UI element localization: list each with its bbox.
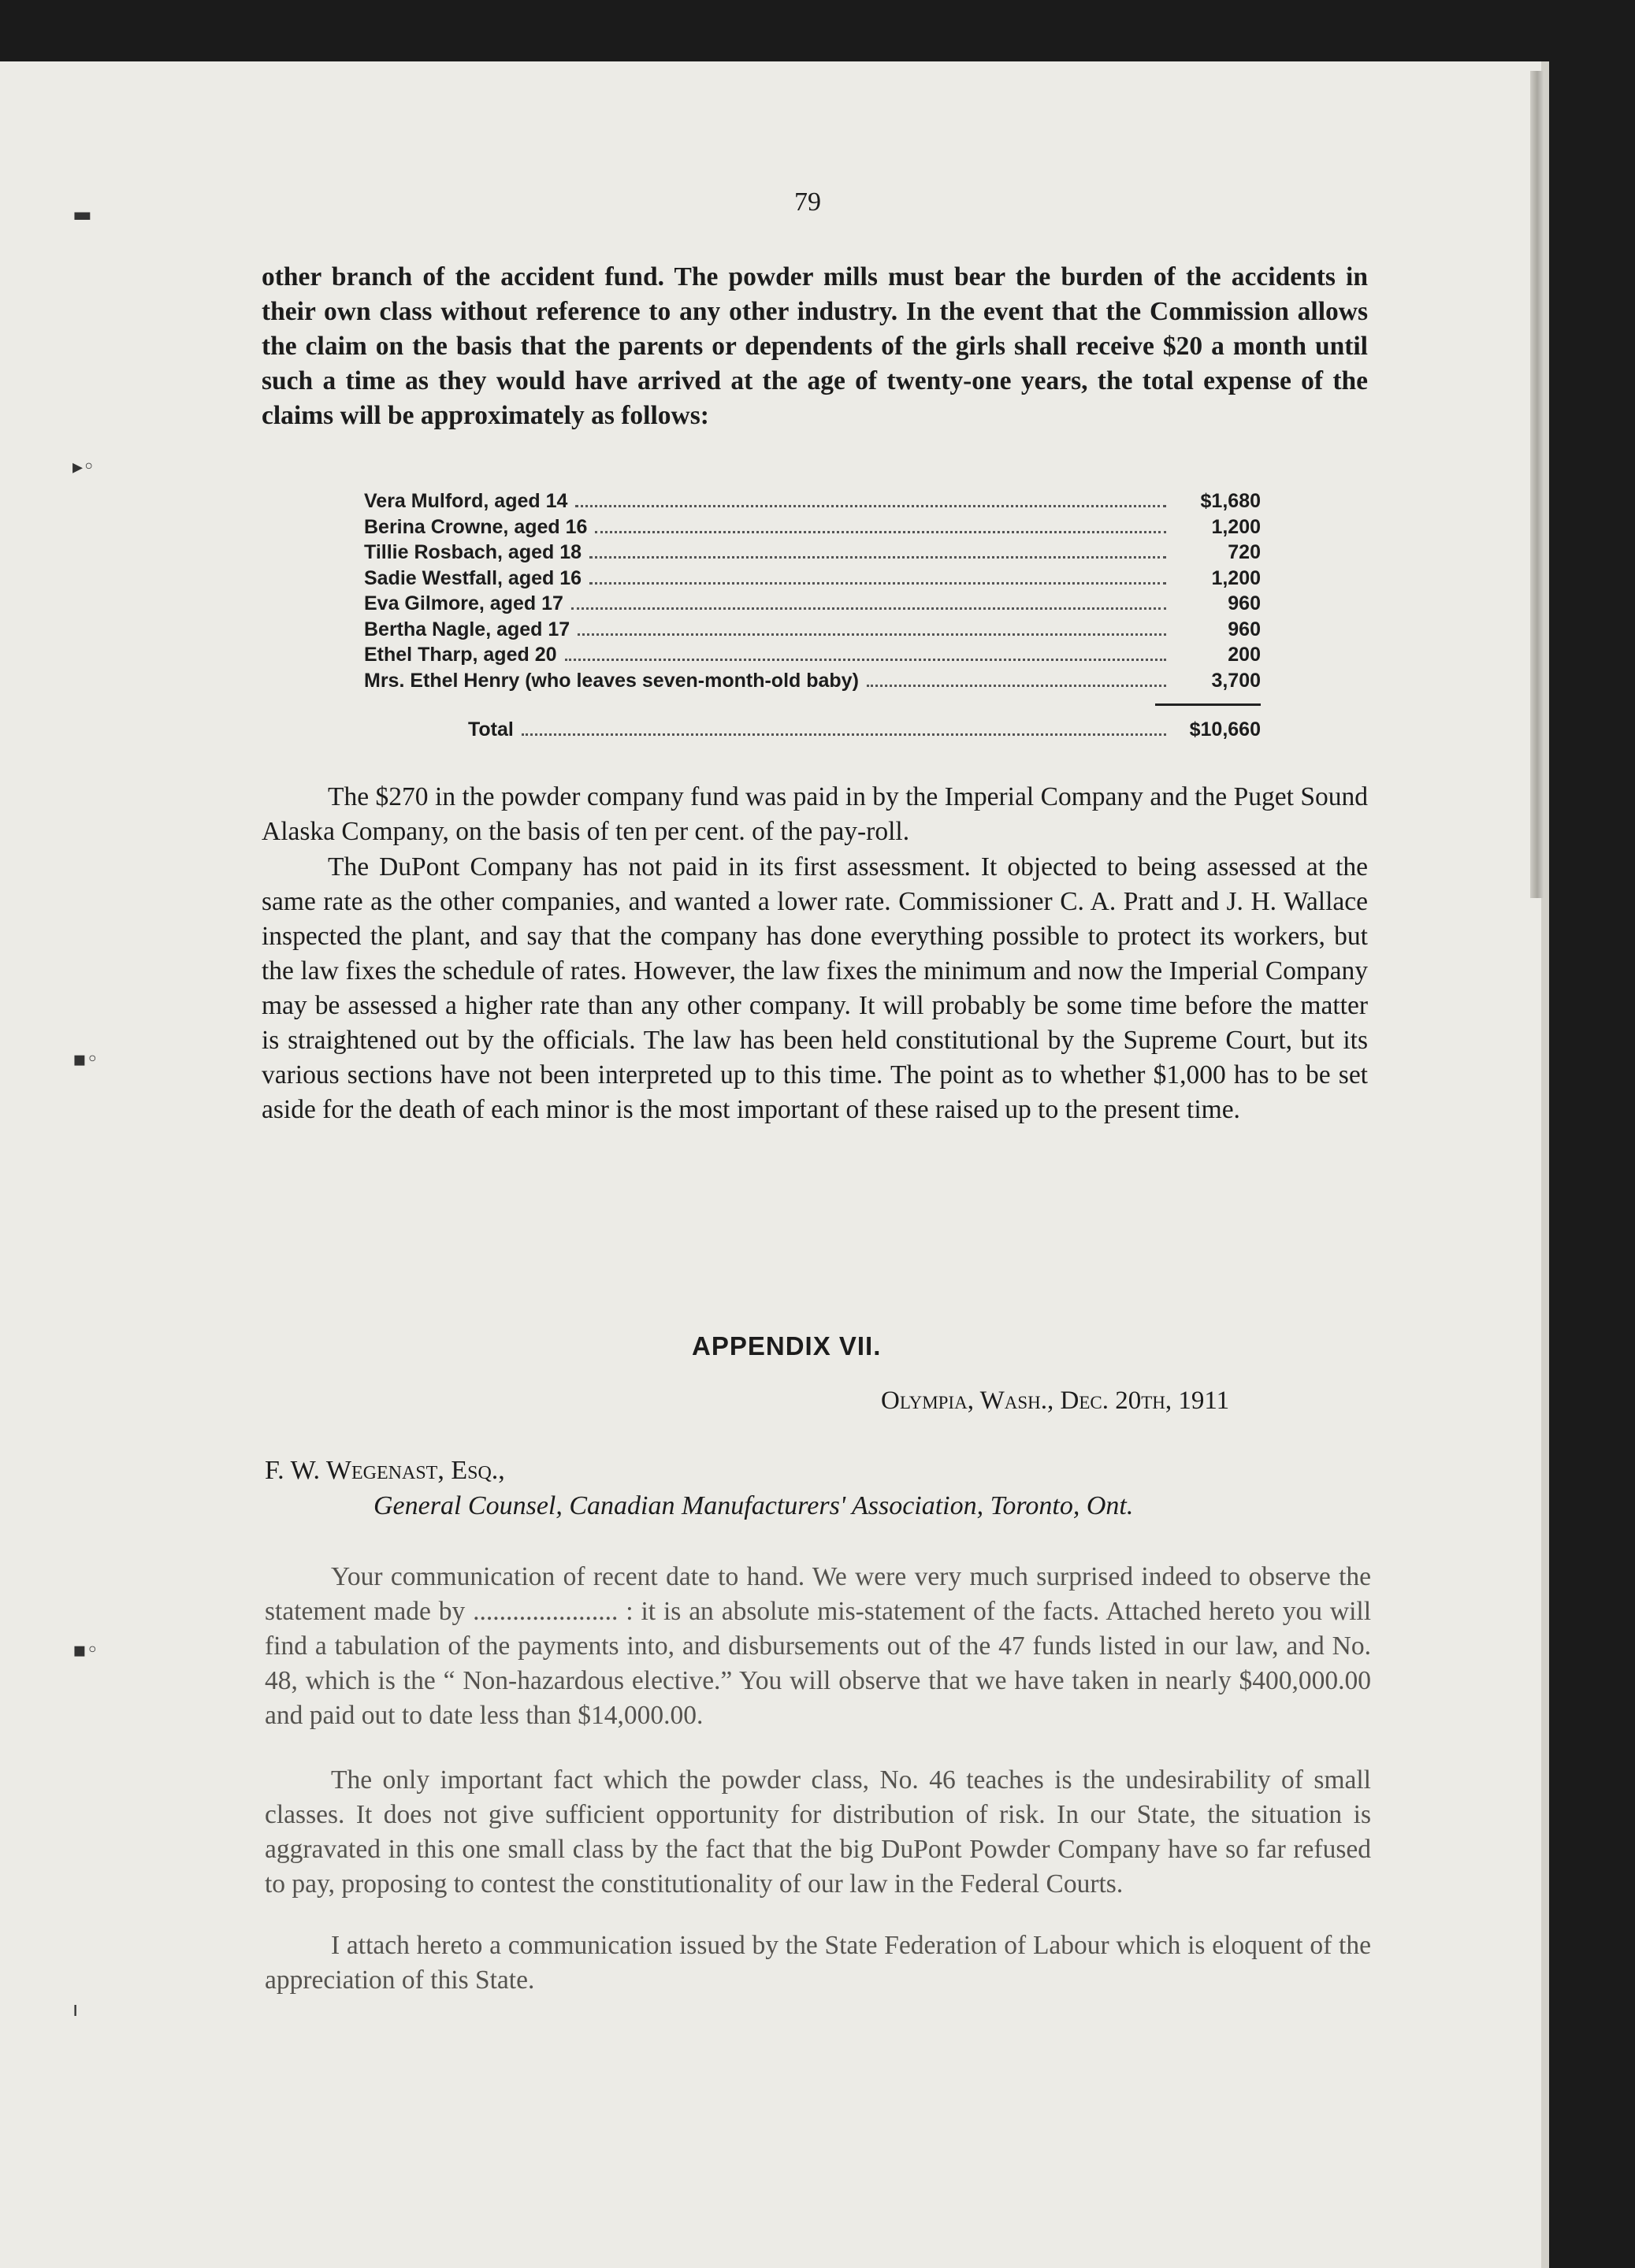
page-edge-shadow: [1530, 71, 1544, 898]
leader-dots: [578, 633, 1166, 636]
total-label: Total: [468, 718, 514, 741]
total-row: [468, 718, 1261, 744]
body-paragraph: The $270 in the powder company fund was paid in by the Imperial Company and the Puget Sound Alaska Company, on the basis of ten per cent. of the pay-roll.: [262, 782, 1368, 846]
claim-amount: $1,680: [1200, 490, 1261, 512]
claim-amount: 720: [1228, 541, 1261, 563]
leader-dots: [589, 556, 1166, 559]
leader-dots: [565, 659, 1166, 661]
total-amount: $10,660: [1189, 718, 1261, 741]
claim-row: [364, 516, 1261, 542]
margin-mark: ▸◦: [72, 455, 95, 479]
letter-paragraph: Your communication of recent date to hand. We were very much surprised indeed to observe the statement made by ...................... : it is an absolute mis-statement of the facts. Attached hereto you will find a tabulation of the payments into, and disbursements out of the 47 funds listed in our law, and No. 48, which is the “ Non-hazardous elective.” You will observe that we have taken in nearly $400,000.00 and paid out to date less than $14,000.00.: [265, 1562, 1371, 1730]
body-paragraph: The DuPont Company has not paid in its first assessment. It objected to being assessed at the same rate as the other companies, and wanted a lower rate. Commissioner C. A. Pratt and J. H. Wallace inspected the plant, and say that the company has done everything possible to protect its workers, but the law fixes the schedule of rates. However, the law fixes the minimum and now the Imperial Company may be assessed a higher rate than any other company. It will probably be some time before the matter is straightened out by the officials. The law has been held constitutional by the Supreme Court, but its various sections have not been interpreted up to this time. The point as to whether $1,000 has to be set aside for the death of each minor is the most important of these raised up to the present time.: [262, 852, 1368, 1124]
margin-mark: ▪◦: [72, 1048, 98, 1071]
claim-amount: 1,200: [1211, 515, 1261, 538]
claim-amount: 960: [1228, 592, 1261, 614]
page-number: 79: [794, 187, 821, 217]
claim-name: Vera Mulford, aged 14: [364, 490, 568, 512]
claim-row: [364, 541, 1261, 567]
leader-dots: [589, 582, 1166, 585]
claim-name: Sadie Westfall, aged 16: [364, 566, 582, 589]
appendix-heading: APPENDIX VII.: [692, 1331, 882, 1360]
addressee-title: General Counsel, Canadian Manufacturers' Association, Toronto, Ont.: [373, 1491, 1134, 1520]
claim-row: [364, 644, 1261, 670]
claim-amount: 3,700: [1211, 669, 1261, 692]
claim-name: Berina Crowne, aged 16: [364, 515, 588, 538]
claim-amount: 960: [1228, 618, 1261, 640]
claim-row: [364, 618, 1261, 644]
leader-dots: [522, 733, 1166, 736]
claim-amount: 200: [1228, 644, 1261, 666]
leader-dots: [867, 685, 1166, 687]
claim-row: [364, 490, 1261, 516]
margin-mark: ▪◦: [72, 1639, 98, 1662]
leader-dots: [595, 531, 1166, 533]
margin-mark: ▬: [72, 203, 92, 227]
claims-table: [364, 490, 1261, 695]
claim-name: Tillie Rosbach, aged 18: [364, 541, 582, 563]
intro-paragraph: other branch of the accident fund. The powder mills must bear the burden of the accidents in their own class without reference to any other industry. In the event that the Commission allows the claim on the basis that the parents or dependents of the girls shall receive $20 a month until such a time as they would have arrived at the age of twenty-one years, the total expense of the claims will be approximately as follows:: [262, 262, 1368, 430]
claim-name: Bertha Nagle, aged 17: [364, 618, 570, 640]
claim-row: [364, 567, 1261, 593]
leader-dots: [571, 607, 1166, 610]
margin-mark: ı: [72, 1998, 79, 2021]
total-rule: [1155, 703, 1261, 706]
leader-dots: [575, 505, 1166, 507]
addressee: F. W. Wegenast, Esq.,: [265, 1456, 505, 1485]
claim-name: Mrs. Ethel Henry (who leaves seven-month-old baby): [364, 669, 859, 692]
claim-row: [364, 592, 1261, 618]
claim-row: [364, 670, 1261, 696]
letter-paragraph: I attach hereto a communication issued by the State Federation of Labour which is eloquent of the appreciation of this State.: [265, 1931, 1371, 1995]
claim-amount: 1,200: [1211, 566, 1261, 589]
claim-name: Eva Gilmore, aged 17: [364, 592, 563, 614]
claim-name: Ethel Tharp, aged 20: [364, 644, 557, 666]
letter-paragraph: The only important fact which the powder class, No. 46 teaches is the undesirability of small classes. It does not give sufficient opportunity for distribution of risk. In our State, the situation is aggravated in this one small class by the fact that the big DuPont Powder Company have so far refused to pay, proposing to contest the constitutionality of our law in the Federal Courts.: [265, 1765, 1371, 1899]
dateline: Olympia, Wash., Dec. 20th, 1911: [881, 1386, 1230, 1415]
